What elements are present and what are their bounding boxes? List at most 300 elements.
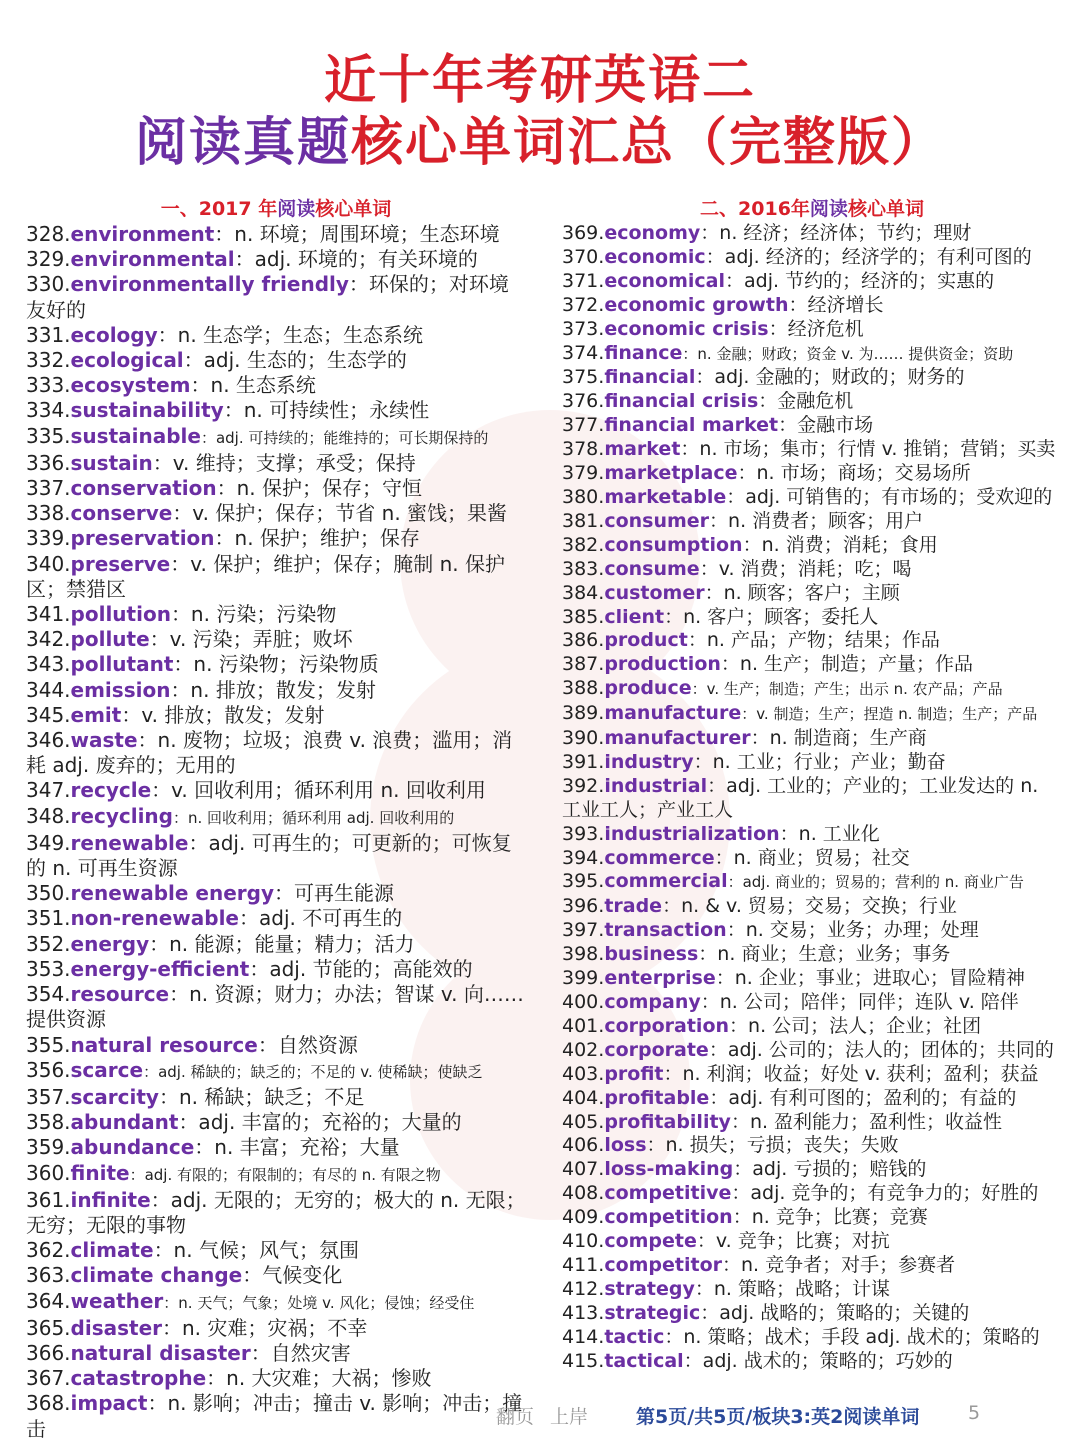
vocab-entry bbox=[562, 1206, 1062, 1230]
vocab-entry bbox=[562, 462, 1062, 486]
entry-number: 378. bbox=[562, 438, 605, 461]
entry-definition: ：n. 金融；财政；资金 v. 为…… 提供资金；资助 bbox=[682, 344, 1014, 363]
vocab-entry bbox=[562, 1326, 1062, 1350]
entry-number: 388. bbox=[562, 677, 605, 700]
entry-number: 338. bbox=[26, 501, 71, 526]
entry-definition: ：n. 顾客；客户；主顾 bbox=[704, 581, 900, 604]
entry-definition: ：n. 交易；业务；办理；处理 bbox=[726, 919, 979, 942]
entry-definition: ：adj. 公司的；法人的；团体的；共同的 bbox=[708, 1038, 1054, 1061]
entry-definition: ：n. 公司；法人；企业；社团 bbox=[729, 1014, 982, 1037]
entry-definition: ：adj. 商业的；贸易的；营利的 n. 商业广告 bbox=[727, 873, 1024, 892]
vocab-entry bbox=[562, 991, 1062, 1015]
entry-word: renewable bbox=[70, 830, 189, 855]
entry-definition: ：环保的；对环境友好的 bbox=[26, 272, 509, 322]
entry-word: client bbox=[604, 605, 665, 628]
entry-word: preserve bbox=[70, 551, 171, 576]
vocab-entry bbox=[562, 486, 1062, 510]
entry-word: ecological bbox=[70, 348, 184, 373]
entry-word: trade bbox=[604, 895, 663, 918]
entry-definition: ：v. 生产；制造；产生；出示 n. 农产品；产品 bbox=[691, 680, 1003, 699]
entry-word: disaster bbox=[70, 1315, 162, 1340]
vocab-entry bbox=[26, 1135, 526, 1160]
entry-number: 404. bbox=[562, 1086, 605, 1109]
heading-suffix: 核心单词 bbox=[847, 198, 924, 220]
vocab-entry bbox=[562, 1111, 1062, 1135]
entry-word: economic crisis bbox=[604, 317, 769, 340]
entry-definition: ：adj. 生态的；生态学的 bbox=[183, 348, 407, 373]
entry-definition: ：自然资源 bbox=[257, 1032, 358, 1057]
vocab-entry bbox=[562, 270, 1062, 294]
entry-definition: ：adj. 亏损的；赔钱的 bbox=[733, 1158, 927, 1181]
entry-definition: ：n. 保护；维护；保存 bbox=[214, 526, 420, 551]
vocab-entry bbox=[562, 1015, 1062, 1039]
vocab-entry bbox=[562, 751, 1062, 775]
entry-number: 385. bbox=[562, 605, 605, 628]
entry-number: 350. bbox=[26, 881, 71, 906]
entry-definition: ：adj. 竞争的；有竞争力的；好胜的 bbox=[731, 1182, 1039, 1205]
entry-number: 334. bbox=[26, 398, 71, 423]
entry-word: sustainability bbox=[70, 398, 224, 423]
vocab-entry bbox=[562, 1134, 1062, 1158]
entry-definition: ：n. 保护；保存；守恒 bbox=[216, 476, 423, 501]
entry-number: 393. bbox=[562, 822, 605, 845]
entry-definition: ：n. 灾难；灾祸；不幸 bbox=[162, 1315, 368, 1340]
entry-definition: ：n. 经济；经济体；节约；理财 bbox=[700, 222, 972, 244]
entry-definition: ：n. 制造商；生产商 bbox=[750, 727, 927, 750]
vocab-entry bbox=[26, 424, 526, 451]
entry-definition: ：n. 产品；产物；结果；作品 bbox=[687, 629, 940, 652]
entry-number: 380. bbox=[562, 485, 605, 508]
entry-definition: ：n. 策略；战术；手段 adj. 战术的；策略的 bbox=[664, 1325, 1040, 1348]
entry-definition: ：v. 保护；维护；保存；腌制 n. 保护区；禁猎区 bbox=[26, 551, 505, 601]
entry-definition: ：n. 生态学；生态；生态系统 bbox=[157, 322, 424, 347]
entry-number: 339. bbox=[26, 526, 71, 551]
vocab-entry bbox=[26, 1188, 526, 1238]
vocab-list-2017 bbox=[26, 222, 526, 1442]
vocab-entry bbox=[562, 510, 1062, 534]
entry-definition: ：adj. 战略的；策略的；关键的 bbox=[700, 1301, 970, 1324]
entry-number: 333. bbox=[26, 373, 71, 398]
vocab-entry bbox=[26, 678, 526, 703]
entry-word: economy bbox=[604, 222, 701, 244]
entry-word: non-renewable bbox=[70, 906, 239, 931]
vocab-entry bbox=[562, 967, 1062, 991]
entry-number: 405. bbox=[562, 1110, 605, 1133]
vocab-entry bbox=[26, 627, 526, 652]
flip-page-label: 翻页 bbox=[496, 1406, 535, 1428]
vocab-entry bbox=[562, 1302, 1062, 1326]
vocab-entry bbox=[26, 1058, 526, 1085]
entry-word: commercial bbox=[604, 870, 728, 893]
entry-word: production bbox=[604, 653, 721, 676]
entry-number: 409. bbox=[562, 1206, 605, 1229]
entry-word: profitability bbox=[604, 1110, 731, 1133]
vocab-entry bbox=[26, 728, 526, 778]
entry-number: 400. bbox=[562, 991, 605, 1013]
entry-definition: ：adj. 节约的；经济的；实惠的 bbox=[725, 269, 995, 292]
entry-number: 375. bbox=[562, 366, 605, 389]
entry-number: 330. bbox=[26, 272, 71, 297]
entry-word: pollute bbox=[70, 627, 150, 652]
entry-word: corporate bbox=[604, 1038, 709, 1061]
entry-definition: ：n. 消费；消耗；食用 bbox=[742, 533, 938, 556]
entry-definition: ：adj. 经济的；经济学的；有利可图的 bbox=[705, 245, 1032, 268]
entry-definition: ：v. 消费；消耗；吃；喝 bbox=[699, 557, 912, 580]
entry-definition: ：v. 回收利用；循环利用 n. 回收利用 bbox=[151, 778, 486, 803]
entry-definition: ：adj. 可持续的；能维持的；可长期保持的 bbox=[200, 428, 489, 447]
entry-definition: ：n. 污染；污染物 bbox=[170, 602, 337, 627]
entry-number: 410. bbox=[562, 1230, 605, 1253]
heading-year: 一、2017 年 bbox=[160, 198, 278, 220]
entry-number: 390. bbox=[562, 727, 605, 750]
entry-word: impact bbox=[70, 1391, 148, 1416]
entry-word: preservation bbox=[70, 526, 215, 551]
vocab-entry bbox=[26, 778, 526, 803]
entry-word: natural resource bbox=[70, 1032, 258, 1057]
entry-number: 335. bbox=[26, 423, 71, 448]
entry-definition: ：金融市场 bbox=[778, 414, 874, 437]
entry-word: financial market bbox=[604, 414, 779, 437]
entry-definition: ：n. 回收利用；循环利用 adj. 回收利用的 bbox=[172, 808, 455, 827]
entry-number: 371. bbox=[562, 269, 605, 292]
entry-number: 364. bbox=[26, 1288, 71, 1313]
entry-word: market bbox=[604, 438, 681, 461]
entry-word: climate bbox=[70, 1238, 154, 1263]
entry-word: competitor bbox=[604, 1253, 723, 1276]
entry-number: 412. bbox=[562, 1277, 605, 1300]
entry-number: 368. bbox=[26, 1391, 71, 1416]
entry-word: loss-making bbox=[604, 1158, 734, 1181]
heading-year: 二、2016年 bbox=[700, 198, 810, 220]
entry-definition: ：n. 废物；垃圾；浪费 v. 浪费；滥用；消耗 adj. 废弃的；无用的 bbox=[26, 728, 513, 778]
entry-definition: ：n. 生产；制造；产量；作品 bbox=[720, 653, 974, 676]
entry-number: 357. bbox=[26, 1084, 71, 1109]
entry-definition: ：adj. 有利可图的；盈利的；有益的 bbox=[709, 1086, 1017, 1109]
entry-number: 377. bbox=[562, 414, 605, 437]
entry-word: conserve bbox=[70, 501, 173, 526]
vocab-entry bbox=[26, 804, 526, 831]
entry-definition: ：adj. 无限的；无穷的；极大的 n. 无限；无穷；无限的事物 bbox=[26, 1187, 526, 1237]
entry-number: 374. bbox=[562, 341, 605, 364]
entry-word: competition bbox=[604, 1206, 733, 1229]
vocab-entry bbox=[26, 373, 526, 398]
vocab-entry bbox=[562, 870, 1062, 895]
entry-number: 382. bbox=[562, 533, 605, 556]
entry-word: pollutant bbox=[70, 652, 174, 677]
entry-definition: ：n. 商业；贸易；社交 bbox=[714, 846, 910, 869]
entry-number: 336. bbox=[26, 450, 71, 475]
entry-word: loss bbox=[604, 1134, 647, 1157]
entry-word: finite bbox=[70, 1160, 130, 1185]
vocab-entry bbox=[26, 1263, 526, 1288]
entry-definition: ：经济增长 bbox=[788, 293, 884, 316]
section-heading-2017 bbox=[26, 196, 526, 222]
entry-word: enterprise bbox=[604, 967, 716, 990]
entry-number: 411. bbox=[562, 1253, 605, 1276]
vocab-entry bbox=[562, 438, 1062, 462]
vocab-entry bbox=[26, 323, 526, 348]
entry-word: customer bbox=[604, 581, 705, 604]
entry-number: 340. bbox=[26, 551, 71, 576]
vocab-entry bbox=[26, 831, 526, 881]
entry-word: ecology bbox=[70, 322, 158, 347]
entry-definition: ：adj. 不可再生的 bbox=[239, 906, 403, 931]
heading-suffix: 核心单词 bbox=[315, 198, 392, 220]
entry-number: 406. bbox=[562, 1134, 605, 1157]
vocab-entry bbox=[562, 222, 1062, 246]
entry-number: 396. bbox=[562, 895, 605, 918]
entry-number: 358. bbox=[26, 1110, 71, 1135]
entry-word: manufacturer bbox=[604, 727, 751, 750]
entry-word: abundance bbox=[70, 1135, 195, 1160]
entry-word: business bbox=[604, 943, 699, 966]
entry-definition: ：v. 制造；生产；捏造 n. 制造；生产；产品 bbox=[741, 705, 1038, 724]
vocab-entry bbox=[562, 895, 1062, 919]
entry-number: 397. bbox=[562, 919, 605, 942]
entry-word: sustain bbox=[70, 450, 153, 475]
entry-definition: ：n. 气候；风气；氛围 bbox=[153, 1238, 359, 1263]
entry-number: 355. bbox=[26, 1032, 71, 1057]
heading-purple: 阅读 bbox=[277, 198, 316, 220]
entry-word: economic bbox=[604, 245, 706, 268]
entry-number: 352. bbox=[26, 931, 71, 956]
entry-word: scarcity bbox=[70, 1084, 159, 1109]
entry-word: consumption bbox=[604, 533, 743, 556]
entry-word: marketplace bbox=[604, 462, 738, 485]
entry-word: strategic bbox=[604, 1301, 701, 1324]
entry-definition: ：v. 保护；保存；节省 n. 蜜饯；果酱 bbox=[172, 501, 508, 526]
entry-word: waste bbox=[70, 728, 138, 753]
vocab-entry bbox=[562, 366, 1062, 390]
entry-number: 356. bbox=[26, 1057, 71, 1082]
entry-definition: ：n. 环境；周围环境；生态环境 bbox=[214, 222, 500, 246]
entry-word: emit bbox=[70, 702, 122, 727]
entry-word: financial bbox=[604, 366, 696, 389]
vocab-entry bbox=[562, 677, 1062, 702]
entry-number: 379. bbox=[562, 462, 605, 485]
vocab-entry bbox=[562, 1182, 1062, 1206]
entry-number: 341. bbox=[26, 602, 71, 627]
entry-definition: ：adj. 可再生的；可更新的；可恢复的 n. 可再生资源 bbox=[26, 830, 512, 881]
entry-number: 367. bbox=[26, 1366, 71, 1391]
entry-number: 353. bbox=[26, 956, 71, 981]
vocab-entry bbox=[562, 847, 1062, 871]
entry-number: 345. bbox=[26, 702, 71, 727]
entry-word: resource bbox=[70, 982, 170, 1007]
vocab-entry bbox=[562, 919, 1062, 943]
entry-definition: ：n. 稀缺；缺乏；不足 bbox=[158, 1084, 365, 1109]
entry-number: 395. bbox=[562, 870, 605, 893]
vocab-entry bbox=[562, 653, 1062, 677]
entry-definition: ：adj. 丰富的；充裕的；大量的 bbox=[178, 1110, 462, 1135]
entry-number: 373. bbox=[562, 317, 605, 340]
entry-number: 366. bbox=[26, 1340, 71, 1365]
vocab-entry bbox=[26, 881, 526, 906]
entry-definition: ：n. 竞争；比赛；竞赛 bbox=[732, 1206, 928, 1229]
entry-definition: ：n. 排放；散发；发射 bbox=[170, 677, 376, 702]
entry-definition: ：n. 能源；能量；精力；活力 bbox=[149, 931, 415, 956]
entry-word: catastrophe bbox=[70, 1366, 207, 1391]
vocab-entry bbox=[26, 1289, 526, 1316]
vocab-entry bbox=[562, 294, 1062, 318]
entry-definition: ：n. 公司；陪伴；同伴；连队 v. 陪伴 bbox=[700, 991, 1019, 1013]
entry-number: 389. bbox=[562, 702, 605, 725]
page-number: 5 bbox=[968, 1402, 981, 1424]
page-info: 第5页/共5页/板块3:英2阅读单词 bbox=[636, 1406, 920, 1428]
entry-definition: ：adj. 节能的；高能效的 bbox=[249, 956, 473, 981]
entry-definition: ：n. 天气；气象；处境 v. 风化；侵蚀；经受住 bbox=[163, 1293, 475, 1312]
entry-number: 347. bbox=[26, 778, 71, 803]
entry-word: recycling bbox=[70, 803, 173, 828]
entry-number: 332. bbox=[26, 348, 71, 373]
vocab-entry bbox=[26, 703, 526, 728]
vocab-entry bbox=[562, 414, 1062, 438]
vocab-entry bbox=[26, 652, 526, 677]
entry-definition: ：n. 策略；战略；计谋 bbox=[694, 1277, 890, 1300]
entry-definition: ：n. 利润；收益；好处 v. 获利；盈利；获益 bbox=[663, 1062, 1039, 1085]
vocab-entry bbox=[562, 390, 1062, 414]
entry-number: 348. bbox=[26, 803, 71, 828]
entry-word: company bbox=[604, 991, 701, 1013]
entry-word: commerce bbox=[604, 846, 715, 869]
entry-word: consume bbox=[604, 557, 700, 580]
entry-definition: ：adj. 可销售的；有市场的；受欢迎的 bbox=[726, 485, 1053, 508]
entry-definition: ：n. 工业；行业；产业；勤奋 bbox=[693, 750, 946, 773]
vocab-entry bbox=[26, 1110, 526, 1135]
vocab-entry bbox=[26, 1033, 526, 1058]
entry-word: manufacture bbox=[604, 702, 742, 725]
entry-word: conservation bbox=[70, 476, 217, 501]
entry-number: 381. bbox=[562, 509, 605, 532]
entry-definition: ：v. 维持；支撑；承受；保持 bbox=[152, 450, 416, 475]
entry-number: 387. bbox=[562, 653, 605, 676]
entry-definition: ：n. 可持续性；永续性 bbox=[223, 398, 430, 423]
entry-word: product bbox=[604, 629, 688, 652]
entry-number: 414. bbox=[562, 1325, 605, 1348]
entry-word: climate change bbox=[70, 1263, 243, 1288]
entry-definition: ：金融危机 bbox=[758, 390, 854, 413]
vocab-entry bbox=[26, 247, 526, 272]
vocab-list-2016 bbox=[562, 222, 1062, 1374]
entry-word: produce bbox=[604, 677, 692, 700]
vocab-entry bbox=[562, 1039, 1062, 1063]
entry-word: sustainable bbox=[70, 423, 201, 448]
entry-definition: ：n. 商业；生意；业务；事务 bbox=[698, 943, 951, 966]
vocab-entry bbox=[26, 957, 526, 982]
vocab-entry bbox=[562, 318, 1062, 342]
entry-word: industry bbox=[604, 750, 694, 773]
entry-number: 361. bbox=[26, 1187, 71, 1212]
entry-word: compete bbox=[604, 1230, 697, 1253]
vocab-entry bbox=[562, 1063, 1062, 1087]
entry-word: energy bbox=[70, 931, 150, 956]
entry-definition: ：n. 客户；顾客；委托人 bbox=[664, 605, 879, 628]
entry-definition: ：n. & v. 贸易；交易；交换；行业 bbox=[662, 895, 957, 918]
vocab-entry bbox=[26, 526, 526, 551]
entry-word: recycle bbox=[70, 778, 152, 803]
entry-number: 408. bbox=[562, 1182, 605, 1205]
entry-number: 386. bbox=[562, 629, 605, 652]
entry-word: competitive bbox=[604, 1182, 732, 1205]
entry-definition: ：n. 消费者；顾客；用户 bbox=[709, 509, 924, 532]
vocab-entry bbox=[26, 982, 526, 1032]
entry-number: 359. bbox=[26, 1135, 71, 1160]
entry-definition: ：adj. 工业的；产业的；工业发达的 n. 工业工人；产业工人 bbox=[562, 774, 1039, 821]
vocab-entry bbox=[26, 272, 526, 322]
entry-number: 394. bbox=[562, 846, 605, 869]
vocab-entry bbox=[562, 775, 1062, 823]
entry-definition: ：可再生能源 bbox=[274, 881, 395, 906]
entry-number: 344. bbox=[26, 677, 71, 702]
vocab-entry bbox=[26, 398, 526, 423]
entry-word: scarce bbox=[70, 1057, 144, 1082]
entry-number: 349. bbox=[26, 830, 71, 855]
page-footer bbox=[0, 1402, 1080, 1432]
entry-number: 360. bbox=[26, 1160, 71, 1185]
vocab-entry bbox=[26, 602, 526, 627]
entry-word: environmental bbox=[70, 247, 235, 272]
page-title-line1: 近十年考研英语二 bbox=[323, 51, 756, 111]
entry-word: ecosystem bbox=[70, 373, 191, 398]
entry-number: 372. bbox=[562, 293, 605, 316]
vocab-entry bbox=[562, 823, 1062, 847]
entry-number: 398. bbox=[562, 943, 605, 966]
right-column-2016 bbox=[562, 196, 1062, 1374]
entry-definition: ：adj. 战术的；策略的；巧妙的 bbox=[683, 1349, 953, 1372]
entry-definition: ：n. 污染物；污染物质 bbox=[173, 652, 379, 677]
vocab-entry bbox=[26, 1366, 526, 1391]
entry-number: 383. bbox=[562, 557, 605, 580]
entry-definition: ：adj. 金融的；财政的；财务的 bbox=[695, 366, 965, 389]
vocab-entry bbox=[562, 1158, 1062, 1182]
entry-definition: ：adj. 有限的；有限制的；有尽的 n. 有限之物 bbox=[129, 1165, 441, 1184]
vocab-entry bbox=[26, 1161, 526, 1188]
entry-word: finance bbox=[604, 341, 683, 364]
entry-word: industrialization bbox=[604, 822, 780, 845]
vocab-entry bbox=[562, 1350, 1062, 1374]
vocab-entry bbox=[562, 606, 1062, 630]
vocab-entry bbox=[562, 558, 1062, 582]
entry-number: 328. bbox=[26, 222, 71, 246]
vocab-entry bbox=[26, 1316, 526, 1341]
entry-definition: ：经济危机 bbox=[768, 317, 864, 340]
entry-number: 384. bbox=[562, 581, 605, 604]
vocab-entry bbox=[562, 702, 1062, 727]
entry-number: 351. bbox=[26, 906, 71, 931]
entry-definition: ：n. 工业化 bbox=[779, 822, 880, 845]
entry-definition: ：adj. 稀缺的；缺乏的；不足的 v. 使稀缺；使缺乏 bbox=[143, 1062, 483, 1081]
entry-definition: ：adj. 环境的；有关环境的 bbox=[234, 247, 478, 272]
section-heading-2016 bbox=[562, 196, 1062, 222]
vocab-entry bbox=[26, 451, 526, 476]
entry-word: abundant bbox=[70, 1110, 179, 1135]
entry-number: 415. bbox=[562, 1349, 605, 1372]
entry-number: 329. bbox=[26, 247, 71, 272]
left-column-2017 bbox=[26, 196, 526, 1442]
entry-number: 407. bbox=[562, 1158, 605, 1181]
entry-word: marketable bbox=[604, 485, 727, 508]
entry-number: 413. bbox=[562, 1301, 605, 1324]
vocab-entry bbox=[26, 348, 526, 373]
entry-word: economical bbox=[604, 269, 726, 292]
entry-word: profitable bbox=[604, 1086, 710, 1109]
entry-number: 337. bbox=[26, 476, 71, 501]
entry-word: transaction bbox=[604, 919, 727, 942]
entry-word: financial crisis bbox=[604, 390, 759, 413]
entry-definition: ：n. 竞争者；对手；参赛者 bbox=[722, 1253, 956, 1276]
title-purple-part: 阅读真题 bbox=[134, 113, 351, 173]
entry-word: profit bbox=[604, 1062, 664, 1085]
